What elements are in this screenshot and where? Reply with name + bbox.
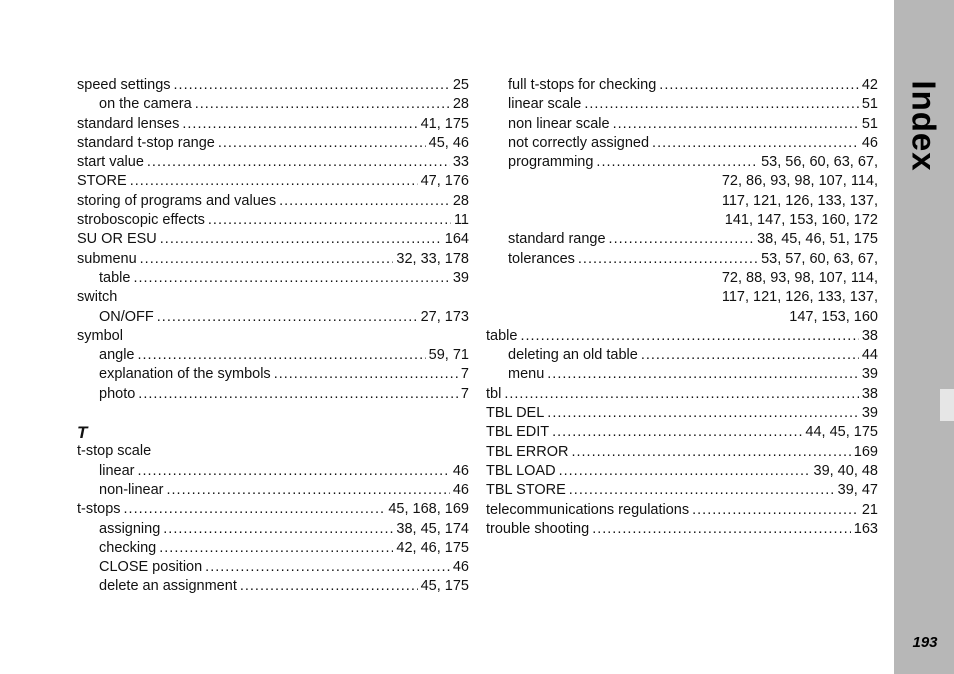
index-entry: SU OR ESU ..... 164 — [77, 230, 469, 249]
index-subentry: CLOSE position ..... 46 — [77, 558, 469, 577]
index-subentry: menu ..... 39 — [486, 365, 878, 384]
index-column-left — [77, 76, 469, 597]
section-title: Index — [906, 80, 944, 172]
page-list-continuation: 117, 121, 126, 133, 137, — [721, 289, 878, 306]
index-subentry: checking ..... 42, 46, 175 — [77, 539, 469, 558]
index-entry: telecommunications regulations ..... 21 — [486, 501, 878, 520]
page-list-continuation: 117, 121, 126, 133, 137, — [721, 192, 878, 209]
index-entry: t-stops ..... 45, 168, 169 — [77, 500, 469, 519]
index-entry: standard lenses ..... 41, 175 — [77, 115, 469, 134]
index-subentry: not correctly assigned ..... 46 — [486, 134, 878, 153]
index-entry: tbl ..... 38 — [486, 385, 878, 404]
index-subentry: non linear scale ..... 51 — [486, 115, 878, 134]
index-heading: t-stop scale — [77, 443, 152, 460]
index-subentry: photo ..... 7 — [77, 385, 469, 404]
page-list-continuation: 147, 153, 160 — [789, 308, 878, 325]
index-entry: stroboscopic effects ..... 11 — [77, 211, 469, 230]
index-entry: submenu ..... 32, 33, 178 — [77, 250, 469, 269]
page-number: 193 — [912, 634, 938, 651]
index-subentry: ON/OFF ..... 27, 173 — [77, 308, 469, 327]
index-subentry: angle ..... 59, 71 — [77, 346, 469, 365]
index-subentry: linear scale ..... 51 — [486, 95, 878, 114]
index-entry: trouble shooting ..... 163 — [486, 520, 878, 539]
section-letter: T — [77, 423, 88, 443]
index-entry: TBL ERROR ..... 169 — [486, 443, 878, 462]
index-subentry: programming ..... 53, 56, 60, 63, 67, — [486, 153, 878, 172]
thumb-tab-marker — [940, 389, 954, 421]
index-subentry: on the camera ..... 28 — [77, 95, 469, 114]
page-list-continuation: 72, 86, 93, 98, 107, 114, — [721, 173, 878, 190]
index-subentry: non-linear ..... 46 — [77, 481, 469, 500]
index-subentry: linear ..... 46 — [77, 462, 469, 481]
index-subentry: table ..... 39 — [77, 269, 469, 288]
index-subentry: full t-stops for checking ..... 42 — [486, 76, 878, 95]
page-list-continuation: 141, 147, 153, 160, 172 — [724, 212, 878, 229]
index-entry: STORE ..... 47, 176 — [77, 172, 469, 191]
index-entry: TBL STORE ..... 39, 47 — [486, 481, 878, 500]
index-subentry: tolerances ..... 53, 57, 60, 63, 67, — [486, 250, 878, 269]
index-subentry: deleting an old table ..... 44 — [486, 346, 878, 365]
index-entry: TBL DEL ..... 39 — [486, 404, 878, 423]
page-list-continuation: 72, 88, 93, 98, 107, 114, — [721, 269, 878, 286]
index-subentry: assigning ..... 38, 45, 174 — [77, 520, 469, 539]
index-entry: table ..... 38 — [486, 327, 878, 346]
index-column-right — [486, 76, 878, 539]
index-entry: TBL LOAD ..... 39, 40, 48 — [486, 462, 878, 481]
index-entry: TBL EDIT ..... 44, 45, 175 — [486, 423, 878, 442]
index-subentry: explanation of the symbols ..... 7 — [77, 365, 469, 384]
index-heading: symbol — [77, 327, 123, 344]
index-heading: switch — [77, 289, 118, 306]
index-entry: storing of programs and values ..... 28 — [77, 192, 469, 211]
index-entry: start value ..... 33 — [77, 153, 469, 172]
index-subentry: standard range ..... 38, 45, 46, 51, 175 — [486, 230, 878, 249]
index-entry: standard t-stop range ..... 45, 46 — [77, 134, 469, 153]
index-entry: speed settings ..... 25 — [77, 76, 469, 95]
index-subentry: delete an assignment ..... 45, 175 — [77, 577, 469, 596]
side-bar — [894, 0, 954, 674]
